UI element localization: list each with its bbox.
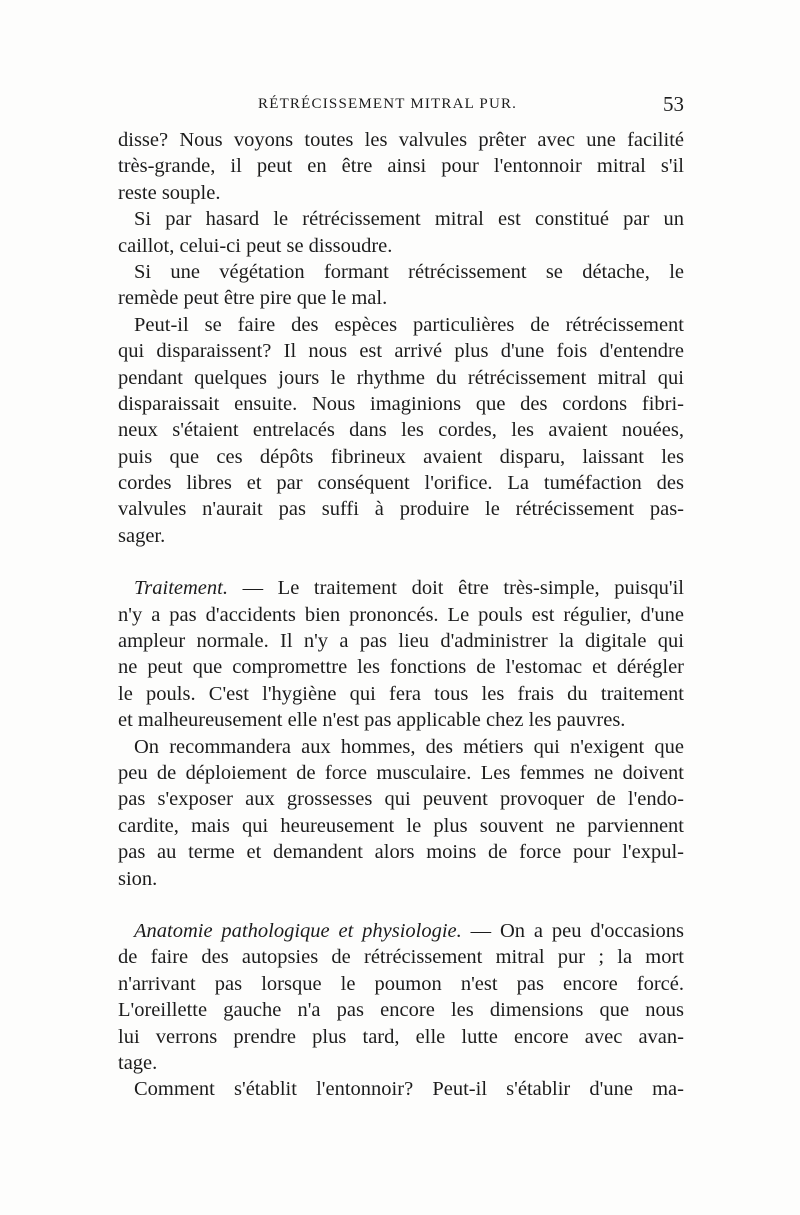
text-line: disparaissait ensuite. Nous imaginions que des cordons fibri-	[118, 392, 684, 415]
text-line: cordes libres et par conséquent l'orifice. La tuméfaction des	[118, 472, 684, 495]
text-line: L'oreillette gauche n'a pas encore les dimensions que nous	[118, 999, 684, 1022]
section-traitement	[118, 575, 684, 733]
text-run: — On a peu d'occasions	[461, 919, 684, 942]
text-line: neux s'étaient entrelacés dans les cordes, les avaient nouées,	[118, 419, 684, 442]
paragraph-2	[118, 206, 684, 259]
text-line: pendant quelques jours le rhythme du rétrécissement mitral qui	[118, 366, 684, 389]
text-line: puis que ces dépôts fibrineux avaient disparu, laissant les	[118, 445, 684, 468]
text-line: Peut-il se faire des espèces particulières de rétrécissement	[134, 313, 684, 336]
section-heading-traitement: Traitement.	[134, 577, 228, 600]
text-line: de faire des autopsies de rétrécissement mitral pur ; la mort	[118, 946, 684, 969]
text-line: cardite, mais qui heureusement le plus souvent ne parviennent	[118, 814, 684, 837]
text-run: — Le traitement doit être très-simple, puisqu'il	[227, 577, 684, 600]
text-line: ne peut que compromettre les fonctions de l'estomac et dérégler	[118, 656, 684, 679]
text-line: sion.	[118, 867, 158, 890]
section-heading-anatomie: Anatomie pathologique et physiologie.	[134, 919, 462, 942]
text-line: caillot, celui-ci peut se dissoudre.	[118, 234, 393, 257]
paragraph-1	[118, 127, 684, 206]
section-gap	[118, 892, 684, 918]
text-line: pas au terme et demandent alors moins de force pour l'expul-	[118, 841, 684, 864]
text-line: Si une végétation formant rétrécissement se détache, le	[134, 260, 684, 283]
text-line: On recommandera aux hommes, des métiers qui n'exigent que	[134, 735, 684, 758]
text-line: lui verrons prendre plus tard, elle lutte encore avec avan-	[118, 1025, 684, 1048]
text-line: n'arrivant pas lorsque le poumon n'est pas encore forcé.	[118, 972, 684, 995]
text-line	[118, 575, 684, 601]
text-line: ampleur normale. Il n'y a pas lieu d'administrer la digitale qui	[118, 630, 684, 653]
text-line: reste souple.	[118, 181, 221, 204]
text-line	[118, 918, 684, 944]
page-header	[118, 92, 684, 120]
text-line: n'y a pas d'accidents bien prononcés. Le pouls est régulier, d'une	[118, 603, 684, 626]
section-gap	[118, 549, 684, 575]
paragraph-3	[118, 259, 684, 312]
text-line: remède peut être pire que le mal.	[118, 287, 388, 310]
text-line: Si par hasard le rétrécissement mitral est constitué par un	[134, 208, 684, 231]
paragraph-4	[118, 312, 684, 550]
page-body	[118, 127, 684, 1103]
text-line: qui disparaissent? Il nous est arrivé plus d'une fois d'entendre	[118, 340, 684, 363]
text-line: et malheureusement elle n'est pas applicable chez les pauvres.	[118, 709, 626, 732]
text-line: Comment s'établit l'entonnoir? Peut-il s'établir d'une ma-	[134, 1078, 684, 1101]
paragraph-6	[118, 734, 684, 892]
text-line: le pouls. C'est l'hygiène qui fera tous les frais du traitement	[118, 682, 684, 705]
text-line: peu de déploiement de force musculaire. Les femmes ne doivent	[118, 761, 684, 784]
section-anatomie	[118, 918, 684, 1076]
text-line: pas s'exposer aux grossesses qui peuvent provoquer de l'endo-	[118, 788, 684, 811]
text-line: sager.	[118, 524, 166, 547]
text-line: valvules n'aurait pas suffi à produire le rétrécissement pas-	[118, 498, 684, 521]
paragraph-8	[118, 1076, 684, 1102]
text-line: disse? Nous voyons toutes les valvules prêter avec une facilité	[118, 129, 684, 151]
running-title: RÉTRÉCISSEMENT MITRAL PUR.	[258, 96, 518, 112]
text-line: tage.	[118, 1051, 158, 1074]
text-line: très-grande, il peut en être ainsi pour l'entonnoir mitral s'il	[118, 155, 684, 178]
page-number: 53	[663, 92, 684, 116]
